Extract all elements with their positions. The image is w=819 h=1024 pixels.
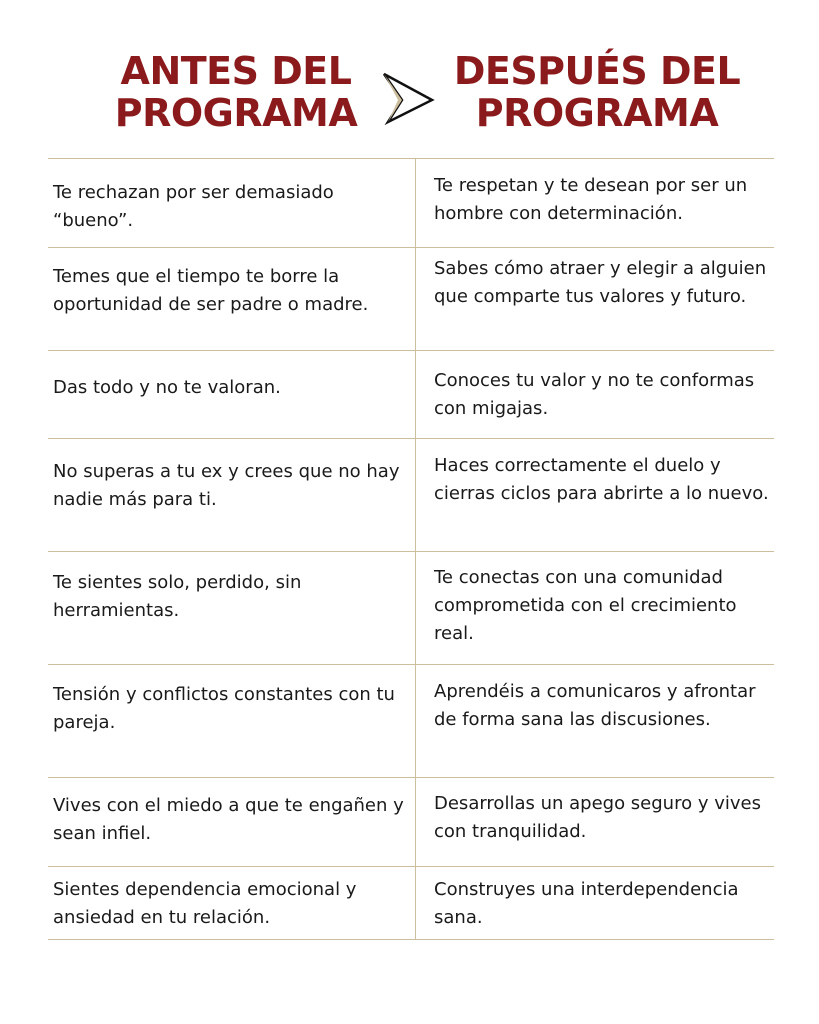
table-row	[48, 867, 774, 940]
before-title-line-1: ANTES DEL	[120, 49, 352, 93]
before-cell: Sientes dependencia emocional y ansiedad en tu relación.	[48, 867, 416, 939]
table-row	[48, 665, 774, 778]
table-row	[48, 552, 774, 665]
after-cell: Aprendéis a comunicaros y afrontar de forma sana las discusiones.	[434, 681, 756, 730]
after-title	[432, 50, 762, 134]
after-cell: Conoces tu valor y no te conformas con migajas.	[434, 370, 755, 419]
chevron-right-icon	[376, 70, 436, 126]
before-cell: Te rechazan por ser demasiado “bueno”.	[48, 159, 416, 247]
before-cell: Te sientes solo, perdido, sin herramientas.	[48, 552, 416, 664]
after-cell: Construyes una interdependencia sana.	[434, 879, 739, 928]
after-title-line-2: PROGRAMA	[475, 91, 719, 135]
before-cell: Tensión y conflictos constantes con tu pareja.	[48, 665, 416, 777]
before-cell: Das todo y no te valoran.	[48, 351, 416, 438]
after-cell: Te conectas con una comunidad comprometida con el crecimiento real.	[434, 567, 737, 644]
before-cell: Temes que el tiempo te borre la oportunidad de ser padre o madre.	[48, 248, 416, 350]
after-title-line-1: DESPUÉS DEL	[453, 49, 741, 93]
table-row	[48, 778, 774, 867]
after-cell: Te respetan y te desean por ser un hombre con determinación.	[434, 175, 748, 224]
header	[0, 50, 819, 145]
after-cell: Desarrollas un apego seguro y vives con tranquilidad.	[434, 793, 761, 842]
before-cell: No superas a tu ex y crees que no hay nadie más para ti.	[48, 439, 416, 551]
before-cell: Vives con el miedo a que te engañen y sean infiel.	[48, 778, 416, 866]
after-cell: Haces correctamente el duelo y cierras ciclos para abrirte a lo nuevo.	[434, 455, 769, 504]
after-cell: Sabes cómo atraer y elegir a alguien que comparte tus valores y futuro.	[434, 258, 767, 307]
table-row	[48, 159, 774, 248]
table-row	[48, 248, 774, 351]
table-row	[48, 439, 774, 552]
table-row	[48, 351, 774, 439]
before-title	[86, 50, 386, 134]
before-title-line-2: PROGRAMA	[114, 91, 358, 135]
comparison-table	[48, 158, 774, 940]
